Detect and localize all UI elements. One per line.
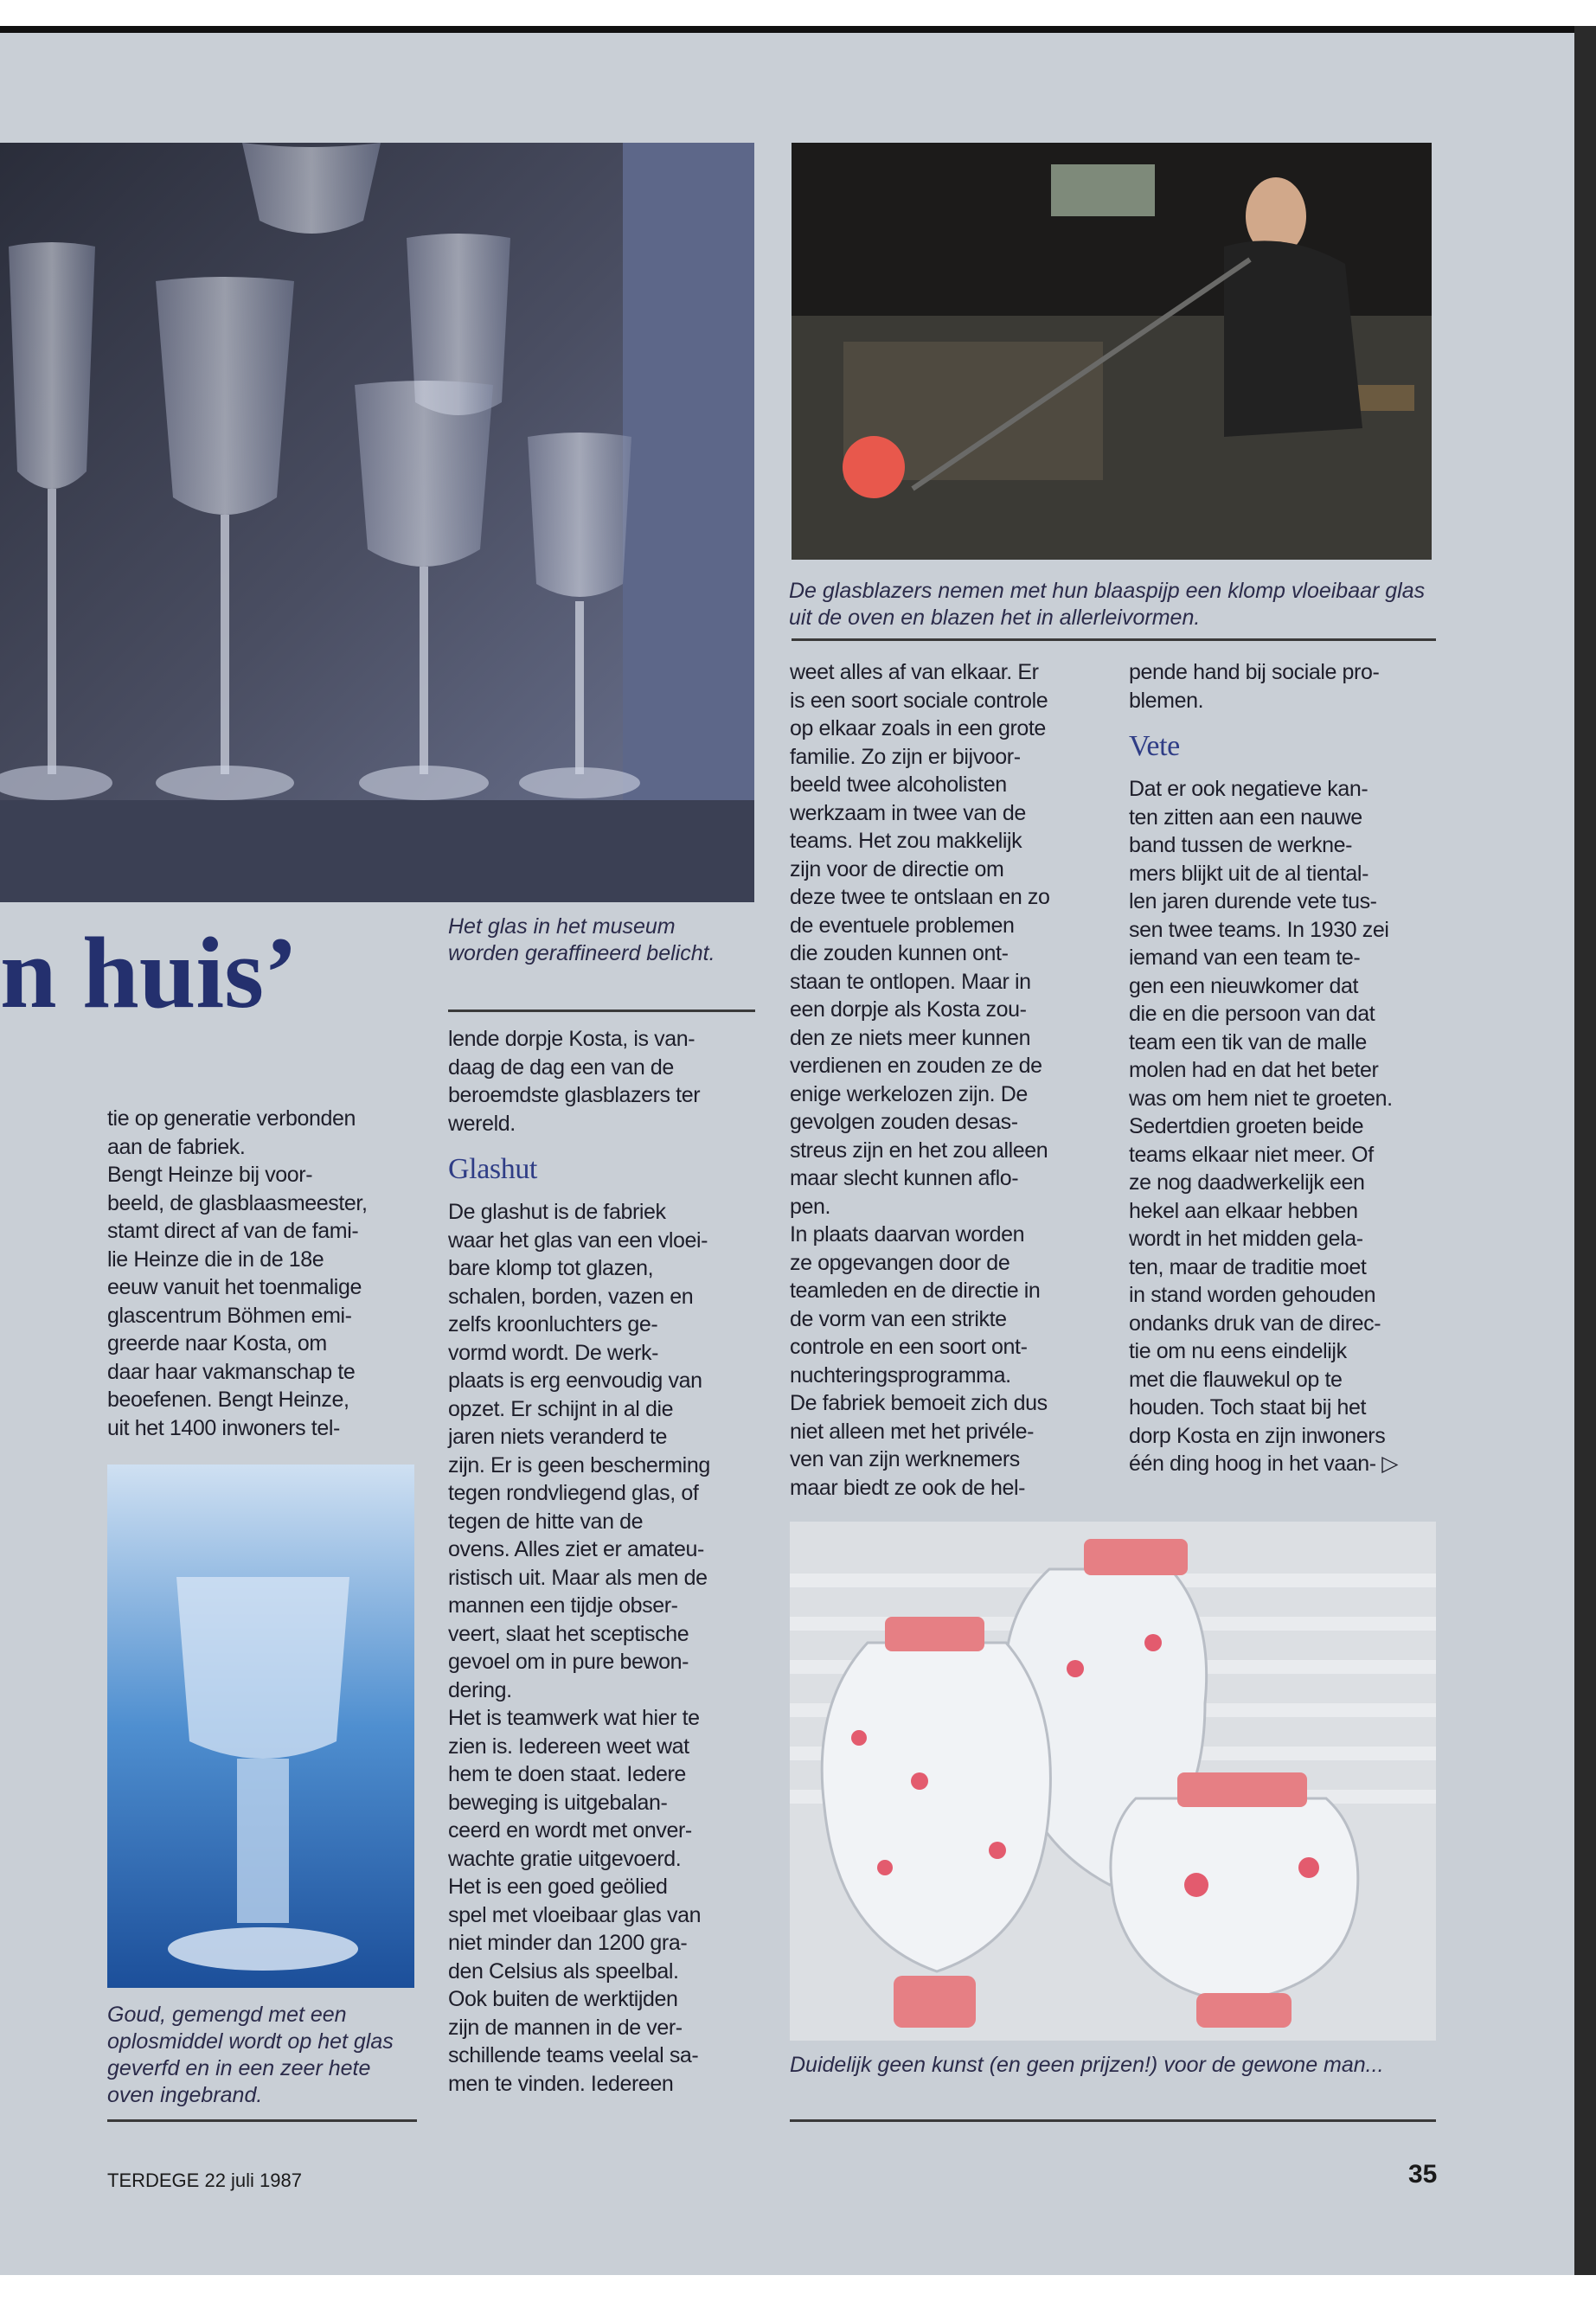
body-text-line: In plaats daarvan worden — [790, 1222, 1025, 1247]
body-text-line: wereld. — [448, 1111, 516, 1136]
body-text-line: ovens. Alles ziet er amateu- — [448, 1537, 704, 1561]
body-text-line: greerde naar Kosta, om — [107, 1331, 327, 1356]
body-text-line: werkzaam in twee van de — [790, 800, 1026, 825]
body-text-line: in stand worden gehouden — [1129, 1283, 1376, 1307]
caption-rule — [448, 1009, 755, 1012]
body-text-line: weet alles af van elkaar. Er — [790, 660, 1039, 684]
magazine-footer: TERDEGE 22 juli 1987 — [107, 2170, 302, 2191]
body-text-line: gevolgen zouden desas- — [790, 1110, 1018, 1134]
body-text-line: daar haar vakmanschap te — [107, 1359, 356, 1384]
body-text-line: veert, slaat het sceptische — [448, 1621, 689, 1646]
body-text-line: gen een nieuwkomer dat — [1129, 973, 1358, 998]
body-text-line: beoefenen. Bengt Heinze, — [107, 1388, 349, 1412]
body-text-line: men te vinden. Iedereen — [448, 2071, 674, 2096]
section-heading-glashut: Glashut — [448, 1153, 537, 1185]
body-text-line: den ze niets meer kunnen — [790, 1025, 1031, 1050]
article-column-1 — [107, 1105, 414, 1442]
body-text-line: die zouden kunnen ont- — [790, 941, 1009, 965]
body-text-line: Sedertdien groeten beide — [1129, 1114, 1364, 1138]
body-text-line: beweging is uitgebalan- — [448, 1790, 668, 1815]
body-text-line: ze nog daadwerkelijk een — [1129, 1170, 1365, 1195]
body-text-line: ven van zijn werknemers — [790, 1447, 1020, 1471]
body-text-line: pen. — [790, 1194, 831, 1219]
body-text-line: Dat er ook negatieve kan- — [1129, 777, 1368, 801]
body-text-line: Bengt Heinze bij voor- — [107, 1163, 313, 1187]
body-text-line: waar het glas van een vloei- — [448, 1227, 708, 1253]
body-text-line: die en die persoon van dat — [1129, 1002, 1375, 1026]
body-text-line: enige werkelozen zijn. De — [790, 1081, 1028, 1106]
body-text-line: met die flauwekul op te — [1129, 1367, 1343, 1392]
body-text-line: dorp Kosta en zijn inwoners — [1129, 1423, 1386, 1448]
body-text-line: ze opgevangen door de — [790, 1250, 1010, 1275]
gold-caption: Goud, gemengd met een oplosmiddel wordt op het glas geverfd en in een zeer hete oven ingebrand. — [107, 2003, 394, 2107]
body-text-line: houden. Toch staat bij het — [1129, 1395, 1367, 1420]
body-text-line: den Celsius als speelbal. — [448, 1958, 679, 1984]
body-text-line: plaats is erg eenvoudig van — [448, 1368, 702, 1393]
body-text-line: teamleden en de directie in — [790, 1279, 1041, 1303]
body-text-line: de vorm van een strikte — [790, 1306, 1007, 1331]
museum-caption: Het glas in het museum worden geraffineerd belicht. — [448, 914, 715, 965]
body-text-line: ten, maar de traditie moet — [1129, 1254, 1367, 1279]
body-text-line: beroemdste glasblazers ter — [448, 1083, 701, 1107]
body-text-line: schillende teams veelal sa- — [448, 2043, 699, 2067]
jars-caption: Duidelijk geen kunst (en geen prijzen!) voor de gewone man... — [790, 2053, 1384, 2077]
page-number: 35 — [1408, 2160, 1438, 2189]
section-heading-vete: Vete — [1129, 730, 1180, 762]
body-text-line: Het is teamwerk wat hier te — [448, 1706, 700, 1730]
body-text-line: een dorpje als Kosta zou- — [790, 997, 1027, 1022]
article-headline: n huis’ — [0, 916, 298, 1029]
body-text-line: deze twee te ontslaan en zo — [790, 885, 1050, 909]
body-text-line: dering. — [448, 1677, 512, 1702]
body-text-line: pende hand bij sociale pro- — [1129, 660, 1380, 684]
caption-rule — [107, 2119, 417, 2122]
body-text-line: verdienen en zouden ze de — [790, 1054, 1042, 1078]
body-text-line: aan de fabriek. — [107, 1134, 246, 1159]
gold-glass-photo — [107, 1465, 414, 1988]
body-text-line: len jaren durende vete tus- — [1129, 889, 1377, 913]
body-text-line: tie op generatie verbonden — [107, 1106, 356, 1131]
body-text-line: vormd wordt. De werk- — [448, 1340, 659, 1365]
article-column-3 — [790, 658, 1114, 1502]
body-text-line: ceerd en wordt met onver- — [448, 1818, 692, 1843]
body-text-line: daag de dag een van de — [448, 1054, 674, 1080]
body-text-line: sen twee teams. In 1930 zei — [1129, 917, 1389, 942]
body-text-line: streus zijn en het zou alleen — [790, 1138, 1048, 1163]
body-text-line: controle en een soort ont- — [790, 1335, 1028, 1359]
body-text-line: staan te ontlopen. Maar in — [790, 969, 1031, 994]
body-text-line: tegen de hitte van de — [448, 1509, 644, 1534]
article-column-2 — [448, 1025, 760, 2098]
body-text-line: lie Heinze die in de 18e — [107, 1247, 324, 1272]
body-text-line: beeld, de glasblaasmeester, — [107, 1190, 368, 1215]
body-text-line: zijn. Er is geen bescherming — [448, 1452, 710, 1477]
body-text-line: lende dorpje Kosta, is van- — [448, 1027, 695, 1051]
glassblowers-caption: De glasblazers nemen met hun blaaspijp een klomp vloeibaar glas uit de oven en blazen het in allerleivormen. — [789, 579, 1426, 630]
wine-glasses-photo — [0, 143, 754, 902]
body-text-line: niet alleen met het privéle- — [790, 1419, 1035, 1444]
body-text-line: op elkaar zoals in een grote — [790, 716, 1046, 740]
body-text-line: schalen, borden, vazen en — [448, 1284, 694, 1309]
body-text-line: zelfs kroonluchters ge- — [448, 1312, 658, 1336]
body-text-line: tegen rondvliegend glas, of — [448, 1481, 699, 1505]
body-text-line: glascentrum Böhmen emi- — [107, 1303, 352, 1328]
glassblower-photo — [792, 143, 1432, 560]
body-text-line: ondanks druk van de direc- — [1129, 1311, 1381, 1336]
body-text-line: was om hem niet te groeten. — [1129, 1086, 1393, 1111]
page-top-edge — [0, 26, 1574, 33]
body-text-line: eeuw vanuit het toenmalige — [107, 1275, 362, 1299]
caption-rule — [792, 638, 1436, 641]
body-text-line: nuchteringsprogramma. — [790, 1362, 1011, 1388]
body-text-line: ristisch uit. Maar als men de — [448, 1565, 708, 1590]
body-text-line: wordt in het midden gela- — [1129, 1227, 1363, 1251]
body-text-line: hem te doen staat. Iedere — [448, 1762, 686, 1786]
body-text-line: mannen een tijdje obser- — [448, 1593, 678, 1618]
body-text-line: tie om nu eens eindelijk — [1129, 1339, 1347, 1363]
body-text-line: opzet. Er schijnt in al die — [448, 1396, 674, 1421]
body-text-line: molen had en dat het beter — [1129, 1058, 1379, 1082]
body-text-line: zijn de mannen in de ver- — [448, 2015, 683, 2040]
body-text-line: ten zitten aan een nauwe — [1129, 804, 1362, 830]
body-text-line: gevoel om in pure bewon- — [448, 1650, 689, 1674]
body-text-line: stamt direct af van de fami- — [107, 1219, 359, 1243]
body-text-line: zijn voor de directie om — [790, 856, 1004, 881]
body-text-line — [1129, 1450, 1436, 1478]
body-text-line: de eventuele problemen — [790, 913, 1015, 938]
body-text-line: De fabriek bemoeit zich dus — [790, 1391, 1048, 1415]
body-text-line: is een soort sociale controle — [790, 688, 1048, 713]
painted-jars-photo — [790, 1522, 1436, 2041]
body-text-line: hekel aan elkaar hebben — [1129, 1198, 1358, 1223]
article-column-4 — [1129, 658, 1436, 1478]
page-right-edge — [1574, 26, 1596, 2275]
body-text-line: wachte gratie uitgevoerd. — [448, 1846, 682, 1871]
body-text-line: teams elkaar niet meer. Of — [1129, 1142, 1374, 1167]
body-text-line: Het is een goed geölied — [448, 1875, 668, 1899]
body-text-line: maar slecht kunnen aflo- — [790, 1166, 1019, 1190]
body-text-line: iemand van een team te- — [1129, 945, 1361, 970]
body-text-line: blemen. — [1129, 688, 1204, 713]
body-text-line: maar biedt ze ook de hel- — [790, 1475, 1026, 1500]
body-text-line: familie. Zo zijn er bijvoor- — [790, 744, 1021, 769]
body-text-line: bare klomp tot glazen, — [448, 1256, 654, 1280]
body-text-line: De glashut is de fabriek — [448, 1200, 666, 1224]
body-text-line: Ook buiten de werktijden — [448, 1987, 678, 2011]
body-text-line: band tussen de werkne- — [1129, 833, 1353, 857]
continue-arrow-icon: ▷ — [1381, 1452, 1399, 1476]
body-text-line: uit het 1400 inwoners tel- — [107, 1415, 340, 1440]
body-text-line: niet minder dan 1200 gra- — [448, 1931, 688, 1955]
body-text-line: mers blijkt uit de al tiental- — [1129, 861, 1369, 886]
body-text-line: jaren niets veranderd te — [448, 1425, 668, 1449]
body-text-line-content: één ding hoog in het vaan- — [1129, 1452, 1376, 1476]
caption-rule — [790, 2119, 1436, 2122]
body-text-line: teams. Het zou makkelijk — [790, 829, 1022, 853]
body-text-line: beeld twee alcoholisten — [790, 772, 1007, 797]
body-text-line: spel met vloeibaar glas van — [448, 1902, 702, 1927]
body-text-line: team een tik van de malle — [1129, 1029, 1367, 1054]
body-text-line: zien is. Iedereen weet wat — [448, 1734, 689, 1759]
